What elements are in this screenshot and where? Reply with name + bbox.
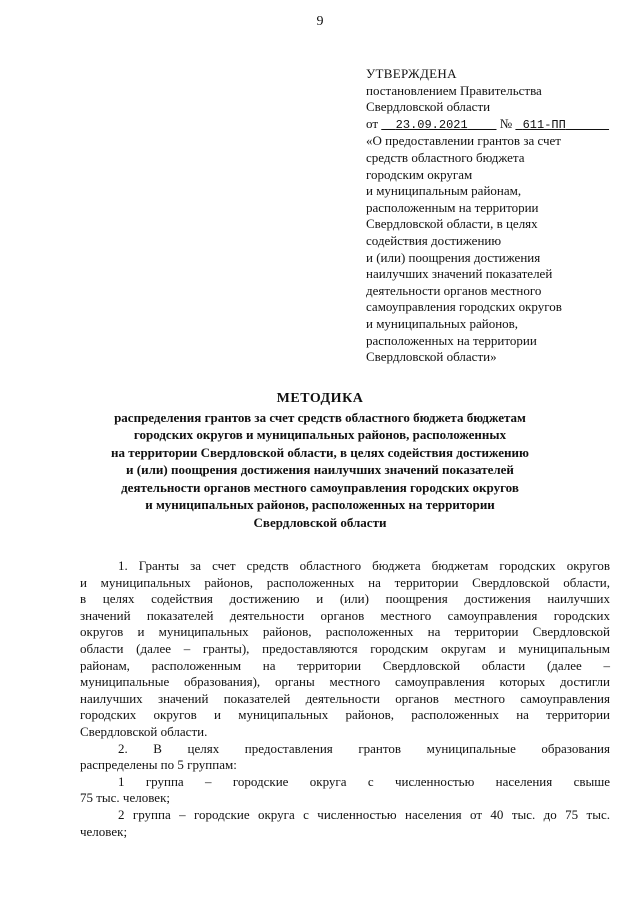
subject-line: Свердловской области»	[366, 349, 497, 365]
body-line: человек;	[80, 823, 128, 839]
subject-line: средств областного бюджета	[366, 149, 525, 165]
body-line: районам, расположенным на территории Свердловской области (далее –	[80, 657, 610, 673]
body-line: 1. Гранты за счет средств областного бюджета бюджетам городских округов	[118, 558, 610, 573]
approval-line-1: постановлением Правительства	[366, 82, 542, 98]
subject-line: расположенных на территории	[366, 332, 537, 348]
subject-line: самоуправления городских округов	[366, 299, 562, 315]
approval-date-line	[366, 116, 616, 134]
body-line: 2. В целях предоставления грантов муниципальные образования	[118, 740, 610, 756]
document-body	[80, 558, 610, 840]
title-line: Свердловской области	[253, 514, 387, 530]
title-line: деятельности органов местного самоуправления городских округов	[121, 479, 519, 495]
subject-line: и муниципальных районов,	[366, 315, 519, 331]
page-number: 9	[316, 14, 324, 29]
approval-date	[381, 118, 496, 132]
subject-line: содействия достижению	[366, 232, 502, 248]
body-line: наилучших значений показателей деятельности органов местного самоуправления	[80, 690, 610, 706]
body-line: Свердловской области.	[80, 723, 208, 739]
approval-line-2: Свердловской области	[366, 99, 491, 115]
body-line: и муниципальных районов, расположенных на территории Свердловской области,	[80, 574, 610, 590]
title-line: и муниципальных районов, расположенных на территории	[145, 497, 495, 512]
body-line: распределены по 5 группам:	[80, 757, 237, 773]
body-line: городских округов и муниципальных районов, расположенных на территории	[80, 707, 610, 723]
subject-line: и (или) поощрения достижения	[366, 249, 541, 265]
subject-line: Свердловской области, в целях	[366, 216, 538, 232]
body-line: округов и муниципальных районов, расположенных на территории Свердловской	[80, 624, 610, 640]
approval-heading: УТВЕРЖДЕНА	[366, 66, 457, 81]
approval-number	[515, 118, 609, 132]
subject-line: деятельности органов местного	[366, 282, 542, 298]
approval-block	[366, 66, 616, 366]
document-title	[80, 390, 560, 531]
subject-line: «О предоставлении грантов за счет	[366, 133, 561, 149]
paragraph-1	[80, 558, 610, 741]
date-prefix: от	[366, 115, 379, 131]
body-line: 75 тыс. человек;	[80, 790, 170, 806]
subject-line: наилучших значений показателей	[366, 266, 553, 282]
body-line: 2 группа – городские округа с численностью населения от 40 тыс. до 75 тыс.	[118, 806, 610, 822]
subject-line: расположенным на территории	[366, 199, 539, 215]
approval-date-value: 23.09.2021	[395, 117, 468, 132]
title-line: и (или) поощрения достижения наилучших значений показателей	[126, 462, 514, 477]
body-line: значений показателей деятельности органов местного самоуправления городских	[80, 607, 610, 623]
subject-line: и муниципальным районам,	[366, 183, 522, 199]
paragraph-3	[80, 774, 610, 807]
body-line: муниципальные образования), органы местного самоуправления которых достигли	[80, 674, 610, 690]
body-line: области (далее – гранты), предоставляются городским округам и муниципальным	[80, 640, 610, 656]
approval-number-value: 611-ПП	[522, 117, 566, 132]
number-prefix: №	[499, 115, 513, 131]
body-line: 1 группа – городские округа с численностью населения свыше	[118, 773, 610, 789]
title-line: распределения грантов за счет средств областного бюджета бюджетам	[114, 409, 526, 425]
subject-line: городским округам	[366, 166, 473, 182]
paragraph-4	[80, 807, 610, 840]
body-line: в целях содействия достижению и (или) поощрения достижения наилучших	[80, 591, 610, 607]
title-main: МЕТОДИКА	[276, 391, 364, 406]
paragraph-2	[80, 741, 610, 774]
title-line: городских округов и муниципальных районов, расположенных	[133, 427, 507, 442]
title-line: на территории Свердловской области, в целях содействия достижению	[111, 444, 529, 460]
